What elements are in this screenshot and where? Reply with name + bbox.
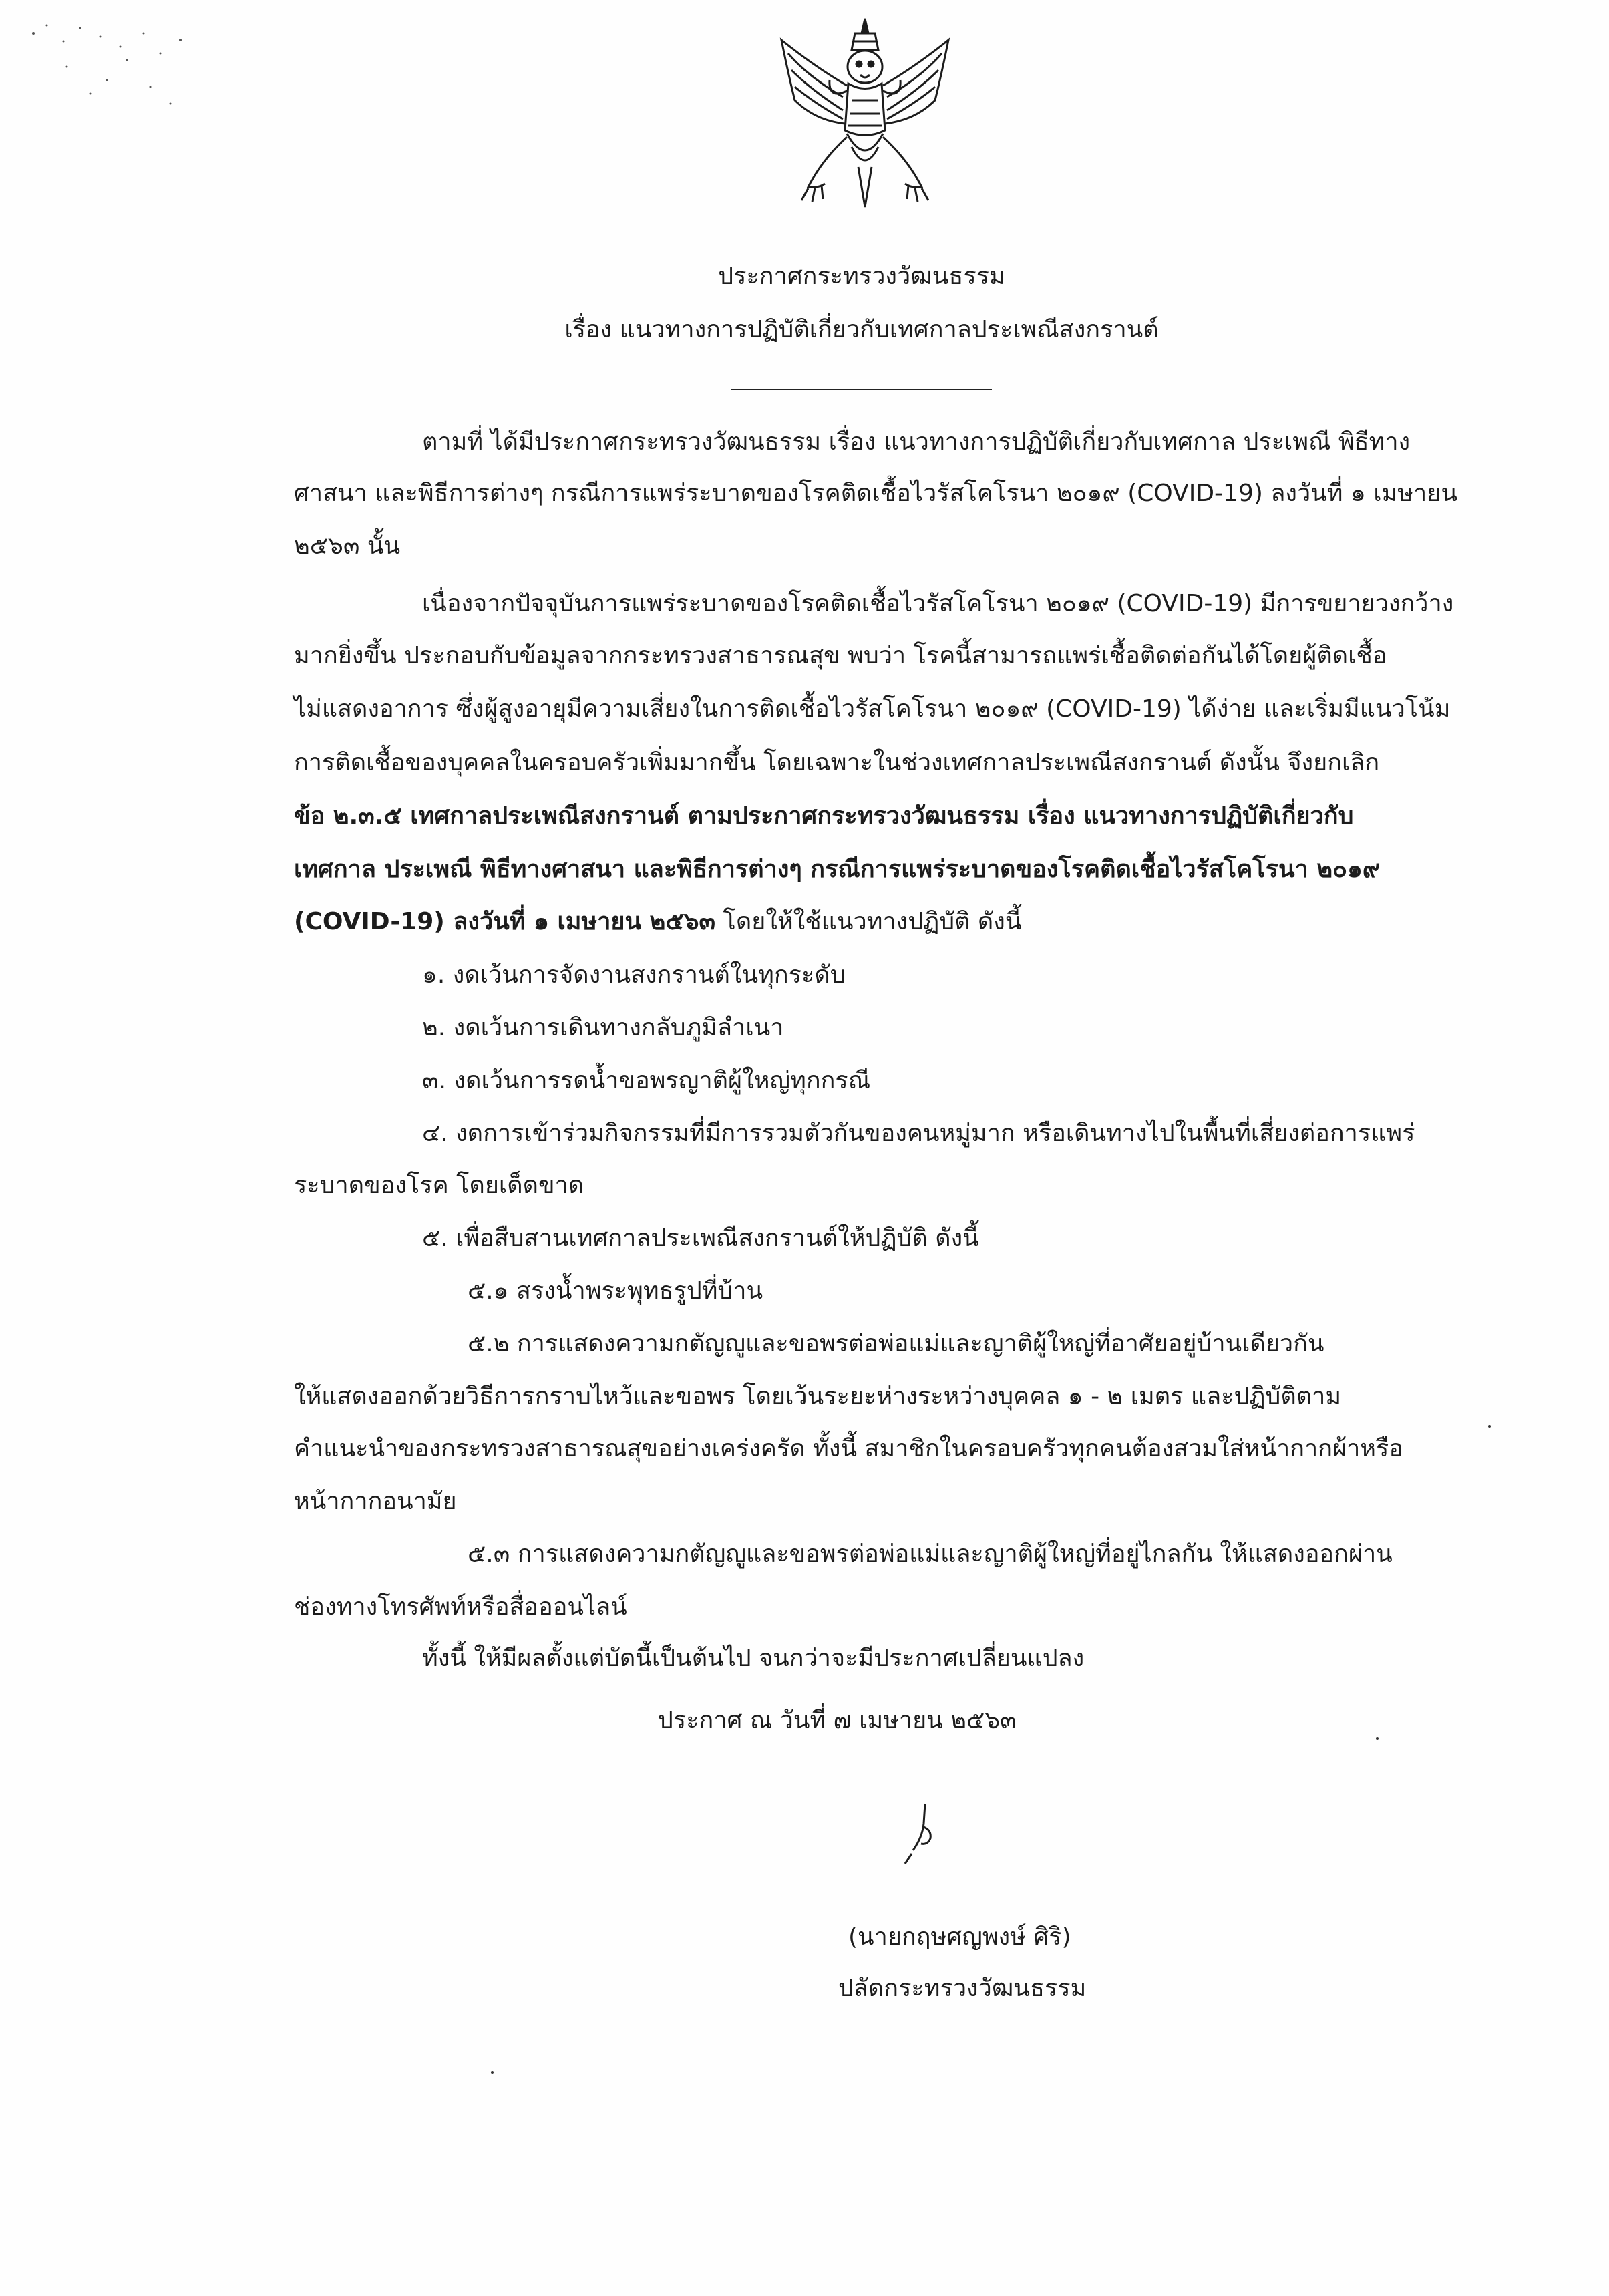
document-subject: เรื่อง แนวทางการปฏิบัติเกี่ยวกับเทศกาลประเพณีสงกรานต์ (564, 316, 1159, 343)
list-item-5-2-line-3: คำแนะนำของกระทรวงสาธารณสุขอย่างเคร่งครัด ทั้งนี้ สมาชิกในครอบครัวทุกคนต้องสวมใส่หน้ากากผ้าหรือ (294, 1435, 1403, 1462)
scan-specks (27, 13, 200, 120)
paragraph-2-line-2: มากยิ่งขึ้น ประกอบกับข้อมูลจากกระทรวงสาธารณสุข พบว่า โรคนี้สามารถแพร่เชื้อติดต่อกันได้โดยผู้ติดเชื้อ (294, 642, 1387, 669)
paragraph-1-line-2: ศาสนา และพิธีการต่างๆ กรณีการแพร่ระบาดของโรคติดเชื้อไวรัสโคโรนา ๒๐๑๙ (COVID-19) ลงวันที่ ๑ เมษายน (294, 480, 1457, 507)
list-item-4-line-1: ๔. งดการเข้าร่วมกิจกรรมที่มีการรวมตัวกันของคนหมู่มาก หรือเดินทางไปในพื้นที่เสี่ยงต่อการแพร่ (422, 1120, 1415, 1147)
list-item-5-2-line-2: ให้แสดงออกด้วยวิธีการกราบไหว้และขอพร โดยเว้นระยะห่างระหว่างบุคคล ๑ - ๒ เมตร และปฏิบัติตาม (294, 1383, 1342, 1410)
paragraph-1-line-1: ตามที่ ได้มีประกาศกระทรวงวัฒนธรรม เรื่อง แนวทางการปฏิบัติเกี่ยวกับเทศกาล ประเพณี พิธีทาง (422, 428, 1411, 456)
signatory-name: (นายกฤษศญพงษ์ ศิริ) (848, 1923, 1071, 1951)
list-item-5-2-line-4: หน้ากากอนามัย (294, 1488, 457, 1515)
scan-speck (1376, 1737, 1379, 1740)
paragraph-2-line-5: ข้อ ๒.๓.๕ เทศกาลประเพณีสงกรานต์ ตามประกาศกระทรวงวัฒนธรรม เรื่อง แนวทางการปฏิบัติเกี่ยวกับ (294, 802, 1354, 830)
signatory-title: ปลัดกระทรวงวัฒนธรรม (838, 1975, 1087, 2002)
paragraph-2-line-3: ไม่แสดงอาการ ซึ่งผู้สูงอายุมีความเสี่ยงในการติดเชื้อไวรัสโคโรนา ๒๐๑๙ (COVID-19) ได้ง่าย และเริ่มมีแนวโน้ม (294, 695, 1451, 723)
paragraph-2-line-7-rest: โดยให้ใช้แนวทางปฏิบัติ ดังนี้ (715, 908, 1022, 935)
garuda-emblem-icon (768, 13, 962, 217)
header-divider (731, 389, 992, 390)
scan-speck (491, 2071, 494, 2074)
list-item-5-2-line-1: ๕.๒ การแสดงความกตัญญูและขอพรต่อพ่อแม่และญาติผู้ใหญ่ที่อาศัยอยู่บ้านเดียวกัน (468, 1330, 1324, 1357)
paragraph-1-line-3: ๒๕๖๓ นั้น (294, 532, 401, 560)
scan-speck (1488, 1425, 1491, 1428)
document-title: ประกาศกระทรวงวัฒนธรรม (718, 263, 1005, 290)
announcement-date: ประกาศ ณ วันที่ ๗ เมษายน ๒๕๖๓ (658, 1707, 1017, 1734)
paragraph-2-line-7-bold: (COVID-19) ลงวันที่ ๑ เมษายน ๒๕๖๓ (294, 908, 716, 935)
handwritten-signature (898, 1797, 945, 1870)
list-item-4-line-2: ระบาดของโรค โดยเด็ดขาด (294, 1172, 584, 1199)
list-item-2: ๒. งดเว้นการเดินทางกลับภูมิลำเนา (422, 1014, 784, 1041)
paragraph-2-line-4: การติดเชื้อของบุคคลในครอบครัวเพิ่มมากขึ้น โดยเฉพาะในช่วงเทศกาลประเพณีสงกรานต์ ดังนั้น จึงยกเลิก (294, 749, 1380, 776)
list-item-3: ๓. งดเว้นการรดน้ำขอพรญาติผู้ใหญ่ทุกกรณี (422, 1067, 871, 1094)
list-item-5-3-line-2: ช่องทางโทรศัพท์หรือสื่อออนไลน์ (294, 1593, 627, 1621)
list-item-5-1: ๕.๑ สรงน้ำพระพุทธรูปที่บ้าน (468, 1277, 763, 1305)
list-item-5: ๕. เพื่อสืบสานเทศกาลประเพณีสงกรานต์ให้ปฏิบัติ ดังนี้ (422, 1224, 979, 1252)
effective-clause: ทั้งนี้ ให้มีผลตั้งแต่บัดนี้เป็นต้นไป จนกว่าจะมีประกาศเปลี่ยนแปลง (422, 1645, 1085, 1672)
paragraph-2-line-7 (294, 907, 1022, 937)
list-item-1: ๑. งดเว้นการจัดงานสงกรานต์ในทุกระดับ (422, 961, 846, 989)
paragraph-2-line-1: เนื่องจากปัจจุบันการแพร่ระบาดของโรคติดเชื้อไวรัสโคโรนา ๒๐๑๙ (COVID-19) มีการขยายวงกว้าง (422, 590, 1454, 617)
list-item-5-3-line-1: ๕.๓ การแสดงความกตัญญูและขอพรต่อพ่อแม่และญาติผู้ใหญ่ที่อยู่ไกลกัน ให้แสดงออกผ่าน (468, 1540, 1393, 1568)
paragraph-2-line-6: เทศกาล ประเพณี พิธีทางศาสนา และพิธีการต่างๆ กรณีการแพร่ระบาดของโรคติดเชื้อไวรัสโคโรนา ๒๐๑๙ (294, 856, 1381, 883)
